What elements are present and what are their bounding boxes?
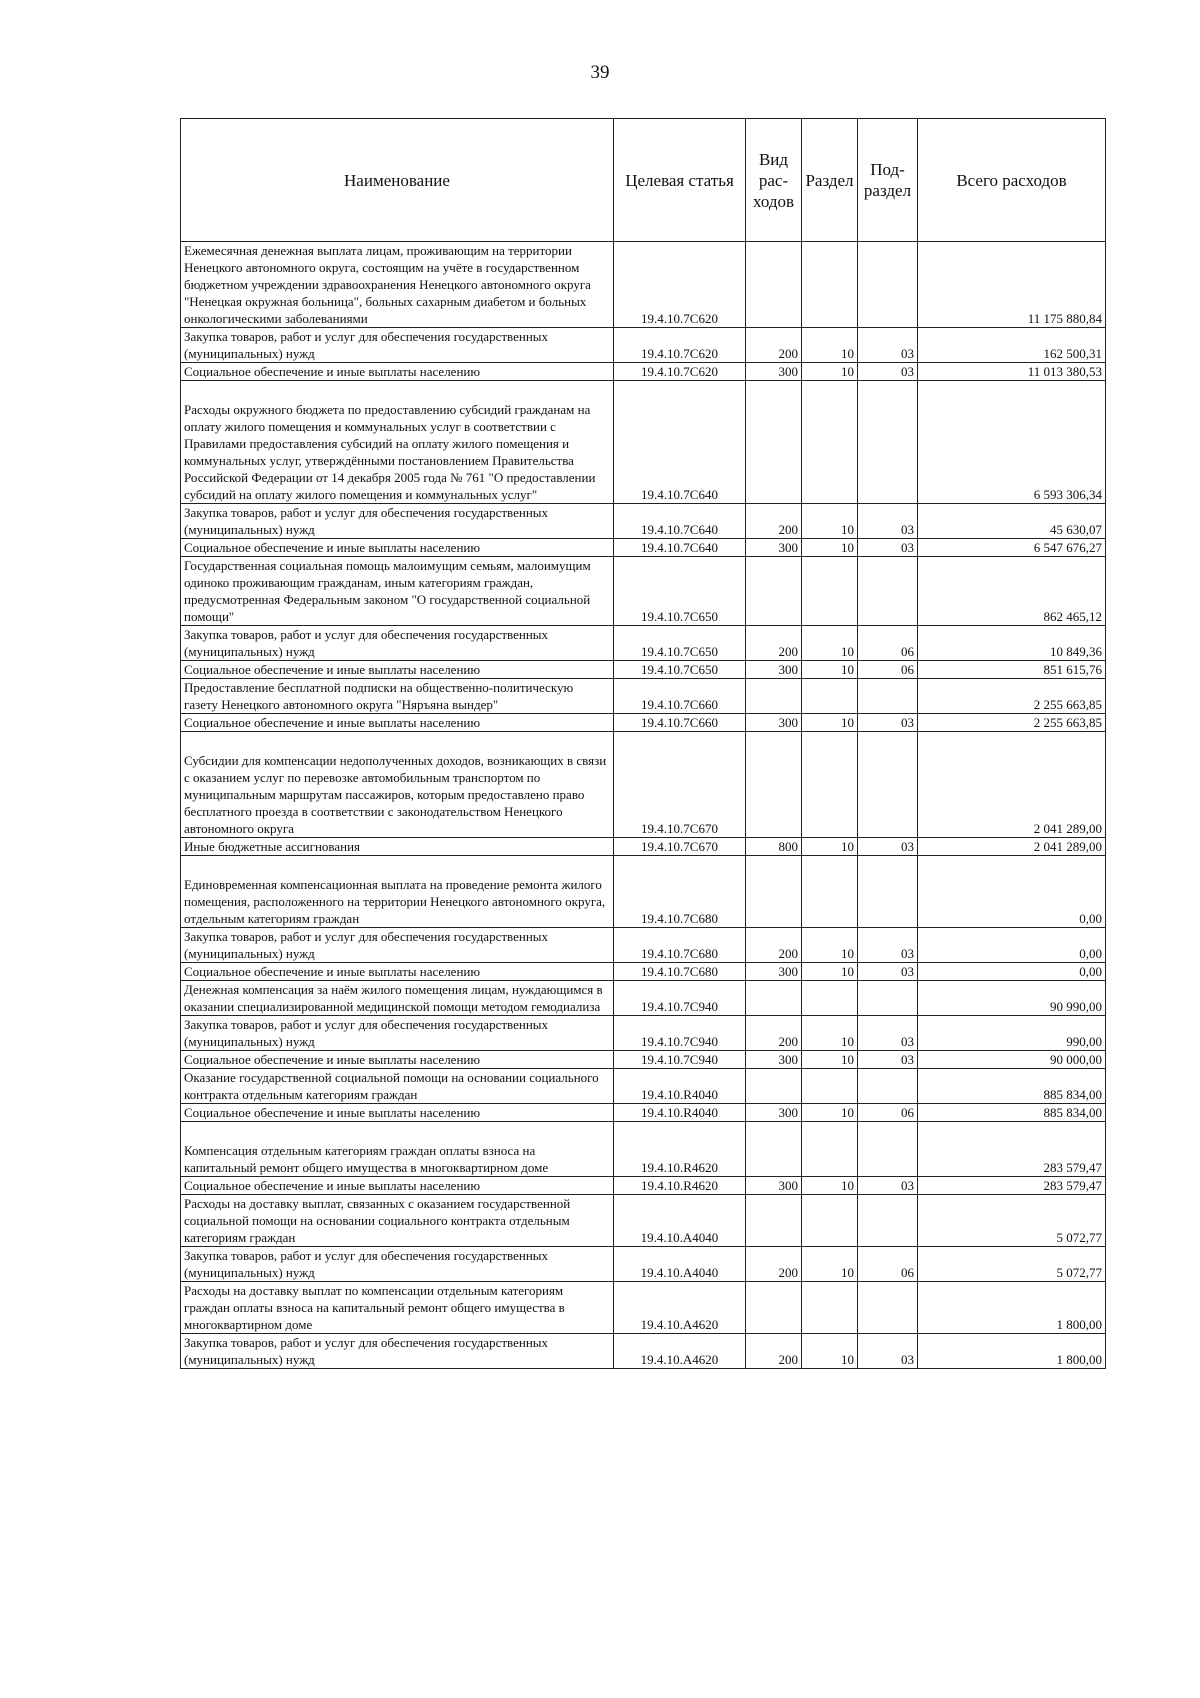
row-subsection-cell: 03	[858, 838, 918, 856]
row-total-cell: 0,00	[918, 963, 1106, 981]
row-section-cell	[802, 981, 858, 1016]
header-total: Всего расходов	[918, 119, 1106, 242]
row-subsection-cell: 03	[858, 363, 918, 381]
row-total-cell: 45 630,07	[918, 504, 1106, 539]
row-subsection-cell: 06	[858, 1247, 918, 1282]
header-expense-type	[746, 119, 802, 242]
row-name-cell: Закупка товаров, работ и услуг для обеспечения государственных (муниципальных) нужд	[181, 1334, 614, 1369]
row-target-article-cell: 19.4.10.A4620	[614, 1334, 746, 1369]
row-name-cell: Денежная компенсация за наём жилого помещения лицам, нуждающимся в оказании специализированной медицинской помощи методом гемодиализа	[181, 981, 614, 1016]
table-row	[181, 928, 1106, 963]
row-subsection-cell: 06	[858, 661, 918, 679]
row-expense-type-cell: 200	[746, 1334, 802, 1369]
row-name-cell: Социальное обеспечение и иные выплаты населению	[181, 1104, 614, 1122]
row-section-cell: 10	[802, 838, 858, 856]
row-total-cell: 885 834,00	[918, 1104, 1106, 1122]
row-name-cell: Закупка товаров, работ и услуг для обеспечения государственных (муниципальных) нужд	[181, 504, 614, 539]
row-section-cell: 10	[802, 963, 858, 981]
row-target-article-cell: 19.4.10.7C670	[614, 838, 746, 856]
row-subsection-cell: 06	[858, 1104, 918, 1122]
row-expense-type-cell: 200	[746, 504, 802, 539]
row-expense-type-cell: 300	[746, 1177, 802, 1195]
table-row	[181, 1247, 1106, 1282]
row-target-article-cell: 19.4.10.7C680	[614, 928, 746, 963]
row-expense-type-cell: 800	[746, 838, 802, 856]
row-total-cell: 885 834,00	[918, 1069, 1106, 1104]
row-expense-type-cell: 200	[746, 1247, 802, 1282]
header-section: Раздел	[802, 119, 858, 242]
row-name-cell: Социальное обеспечение и иные выплаты населению	[181, 1177, 614, 1195]
row-subsection-cell	[858, 1069, 918, 1104]
row-section-cell	[802, 557, 858, 626]
row-section-cell: 10	[802, 1051, 858, 1069]
row-subsection-cell: 03	[858, 963, 918, 981]
table-row	[181, 1122, 1106, 1177]
row-target-article-cell: 19.4.10.7C670	[614, 732, 746, 838]
row-expense-type-cell: 200	[746, 1016, 802, 1051]
row-total-cell: 5 072,77	[918, 1247, 1106, 1282]
row-subsection-cell: 03	[858, 1334, 918, 1369]
row-section-cell	[802, 1069, 858, 1104]
row-name-cell: Закупка товаров, работ и услуг для обеспечения государственных (муниципальных) нужд	[181, 928, 614, 963]
row-section-cell	[802, 381, 858, 504]
row-section-cell: 10	[802, 328, 858, 363]
table-row	[181, 981, 1106, 1016]
row-total-cell: 0,00	[918, 928, 1106, 963]
row-target-article-cell: 19.4.10.R4040	[614, 1069, 746, 1104]
table-row	[181, 661, 1106, 679]
row-section-cell: 10	[802, 714, 858, 732]
row-total-cell: 2 041 289,00	[918, 838, 1106, 856]
row-section-cell: 10	[802, 1334, 858, 1369]
table-row	[181, 679, 1106, 714]
row-name-cell: Социальное обеспечение и иные выплаты населению	[181, 714, 614, 732]
row-target-article-cell: 19.4.10.7C680	[614, 856, 746, 928]
row-target-article-cell: 19.4.10.R4040	[614, 1104, 746, 1122]
table-row	[181, 963, 1106, 981]
row-name-cell: Социальное обеспечение и иные выплаты населению	[181, 1051, 614, 1069]
row-total-cell: 862 465,12	[918, 557, 1106, 626]
row-target-article-cell: 19.4.10.7C660	[614, 714, 746, 732]
row-expense-type-cell	[746, 679, 802, 714]
row-expense-type-cell	[746, 557, 802, 626]
row-expense-type-cell	[746, 1282, 802, 1334]
header-name: Наименование	[181, 119, 614, 242]
row-section-cell: 10	[802, 928, 858, 963]
row-expense-type-cell	[746, 1122, 802, 1177]
row-expense-type-cell	[746, 242, 802, 328]
row-target-article-cell: 19.4.10.7C620	[614, 363, 746, 381]
row-target-article-cell: 19.4.10.7C680	[614, 963, 746, 981]
header-subsection	[858, 119, 918, 242]
row-subsection-cell: 03	[858, 928, 918, 963]
row-section-cell	[802, 732, 858, 838]
row-name-cell: Компенсация отдельным категориям граждан оплаты взноса на капитальный ремонт общего имущества в многоквартирном доме	[181, 1122, 614, 1177]
row-total-cell: 1 800,00	[918, 1282, 1106, 1334]
row-expense-type-cell	[746, 856, 802, 928]
row-total-cell: 2 255 663,85	[918, 714, 1106, 732]
row-total-cell: 851 615,76	[918, 661, 1106, 679]
row-total-cell: 6 547 676,27	[918, 539, 1106, 557]
row-total-cell: 90 000,00	[918, 1051, 1106, 1069]
row-total-cell: 0,00	[918, 856, 1106, 928]
row-total-cell: 283 579,47	[918, 1122, 1106, 1177]
table-row	[181, 242, 1106, 328]
table-row	[181, 504, 1106, 539]
table-row	[181, 1104, 1106, 1122]
row-target-article-cell: 19.4.10.7C640	[614, 539, 746, 557]
row-target-article-cell: 19.4.10.A4040	[614, 1247, 746, 1282]
table-row	[181, 626, 1106, 661]
row-section-cell	[802, 679, 858, 714]
row-total-cell: 5 072,77	[918, 1195, 1106, 1247]
row-target-article-cell: 19.4.10.R4620	[614, 1122, 746, 1177]
row-name-cell: Закупка товаров, работ и услуг для обеспечения государственных (муниципальных) нужд	[181, 328, 614, 363]
row-expense-type-cell	[746, 1195, 802, 1247]
row-subsection-cell	[858, 732, 918, 838]
row-subsection-cell: 03	[858, 1016, 918, 1051]
row-name-cell: Государственная социальная помощь малоимущим семьям, малоимущим одиноко проживающим гражданам, иным категориям граждан, предусмотренная Федеральным законом "О государственной социальной помощи"	[181, 557, 614, 626]
row-expense-type-cell: 300	[746, 714, 802, 732]
table-row	[181, 1051, 1106, 1069]
table-row	[181, 732, 1106, 838]
table-row	[181, 1195, 1106, 1247]
row-section-cell: 10	[802, 1104, 858, 1122]
row-subsection-cell	[858, 242, 918, 328]
row-name-cell: Расходы на доставку выплат по компенсации отдельным категориям граждан оплаты взноса на капитальный ремонт общего имущества в многоквартирном доме	[181, 1282, 614, 1334]
table-row	[181, 381, 1106, 504]
row-subsection-cell	[858, 981, 918, 1016]
row-section-cell: 10	[802, 363, 858, 381]
row-target-article-cell: 19.4.10.7C640	[614, 504, 746, 539]
row-expense-type-cell	[746, 381, 802, 504]
row-section-cell	[802, 1195, 858, 1247]
row-expense-type-cell	[746, 981, 802, 1016]
row-target-article-cell: 19.4.10.A4040	[614, 1195, 746, 1247]
row-name-cell: Оказание государственной социальной помощи на основании социального контракта отдельным категориям граждан	[181, 1069, 614, 1104]
row-subsection-cell: 03	[858, 1177, 918, 1195]
row-section-cell: 10	[802, 504, 858, 539]
row-target-article-cell: 19.4.10.7C940	[614, 981, 746, 1016]
table-header-row	[181, 119, 1106, 242]
row-target-article-cell: 19.4.10.7C650	[614, 557, 746, 626]
row-name-cell: Расходы на доставку выплат, связанных с оказанием государственной социальной помощи на основании социального контракта отдельным категориям граждан	[181, 1195, 614, 1247]
row-total-cell: 11 013 380,53	[918, 363, 1106, 381]
row-target-article-cell: 19.4.10.7C940	[614, 1016, 746, 1051]
row-expense-type-cell: 300	[746, 1051, 802, 1069]
row-name-cell: Закупка товаров, работ и услуг для обеспечения государственных (муниципальных) нужд	[181, 1247, 614, 1282]
row-target-article-cell: 19.4.10.7C640	[614, 381, 746, 504]
page-number: 39	[590, 62, 610, 83]
row-subsection-cell	[858, 1282, 918, 1334]
row-subsection-cell: 06	[858, 626, 918, 661]
row-expense-type-cell	[746, 1069, 802, 1104]
header-expense-type-line-1: Вид	[758, 149, 789, 169]
table-row	[181, 856, 1106, 928]
row-expense-type-cell	[746, 732, 802, 838]
row-section-cell: 10	[802, 539, 858, 557]
table-row	[181, 557, 1106, 626]
table-row	[181, 1282, 1106, 1334]
row-name-cell: Субсидии для компенсации недополученных доходов, возникающих в связи с оказанием услуг по перевозке автомобильным транспортом по муниципальным маршрутам пассажиров, которым предоставлено право бесплатного проезда в соответствии с законодательством Ненецкого автономного округа	[181, 732, 614, 838]
row-total-cell: 283 579,47	[918, 1177, 1106, 1195]
row-expense-type-cell: 300	[746, 539, 802, 557]
budget-table	[180, 118, 1106, 1369]
row-subsection-cell	[858, 679, 918, 714]
row-name-cell: Социальное обеспечение и иные выплаты населению	[181, 539, 614, 557]
row-total-cell: 11 175 880,84	[918, 242, 1106, 328]
table-row	[181, 539, 1106, 557]
row-subsection-cell: 03	[858, 328, 918, 363]
row-subsection-cell	[858, 381, 918, 504]
row-total-cell: 2 255 663,85	[918, 679, 1106, 714]
row-section-cell: 10	[802, 626, 858, 661]
table-row	[181, 1334, 1106, 1369]
row-name-cell: Закупка товаров, работ и услуг для обеспечения государственных (муниципальных) нужд	[181, 626, 614, 661]
row-subsection-cell	[858, 856, 918, 928]
row-target-article-cell: 19.4.10.A4620	[614, 1282, 746, 1334]
row-total-cell: 2 041 289,00	[918, 732, 1106, 838]
table-row	[181, 1177, 1106, 1195]
table-row	[181, 714, 1106, 732]
row-section-cell	[802, 1282, 858, 1334]
row-section-cell	[802, 242, 858, 328]
row-expense-type-cell: 300	[746, 363, 802, 381]
table-row	[181, 838, 1106, 856]
row-section-cell: 10	[802, 1247, 858, 1282]
table-row	[181, 363, 1106, 381]
row-total-cell: 10 849,36	[918, 626, 1106, 661]
row-total-cell: 990,00	[918, 1016, 1106, 1051]
row-section-cell	[802, 1122, 858, 1177]
row-subsection-cell: 03	[858, 714, 918, 732]
row-total-cell: 90 990,00	[918, 981, 1106, 1016]
row-subsection-cell: 03	[858, 1051, 918, 1069]
row-section-cell: 10	[802, 1177, 858, 1195]
row-subsection-cell	[858, 1122, 918, 1177]
row-section-cell	[802, 856, 858, 928]
row-expense-type-cell: 300	[746, 661, 802, 679]
row-target-article-cell: 19.4.10.7C660	[614, 679, 746, 714]
row-name-cell: Иные бюджетные ассигнования	[181, 838, 614, 856]
row-target-article-cell: 19.4.10.7C650	[614, 626, 746, 661]
row-name-cell: Единовременная компенсационная выплата на проведение ремонта жилого помещения, расположенного на территории Ненецкого автономного округа, отдельным категориям граждан	[181, 856, 614, 928]
row-expense-type-cell: 200	[746, 328, 802, 363]
header-subsection-line-1: Под-	[870, 160, 905, 179]
row-expense-type-cell: 200	[746, 928, 802, 963]
row-name-cell: Ежемесячная денежная выплата лицам, проживающим на территории Ненецкого автономного округа, состоящим на учёте в государственном бюджетном учреждении здравоохранения Ненецкого автономного округа "Ненецкая окружная больница", больных сахарным диабетом и больных онкологическими заболеваниями	[181, 242, 614, 328]
row-expense-type-cell: 300	[746, 963, 802, 981]
row-target-article-cell: 19.4.10.7C620	[614, 328, 746, 363]
row-name-cell: Социальное обеспечение и иные выплаты населению	[181, 363, 614, 381]
table-body	[181, 242, 1106, 1369]
table-row	[181, 1069, 1106, 1104]
table-row	[181, 328, 1106, 363]
row-target-article-cell: 19.4.10.7C650	[614, 661, 746, 679]
row-name-cell: Закупка товаров, работ и услуг для обеспечения государственных (муниципальных) нужд	[181, 1016, 614, 1051]
row-subsection-cell	[858, 1195, 918, 1247]
row-section-cell: 10	[802, 661, 858, 679]
row-expense-type-cell: 200	[746, 626, 802, 661]
table-row	[181, 1016, 1106, 1051]
row-section-cell: 10	[802, 1016, 858, 1051]
row-name-cell: Социальное обеспечение и иные выплаты населению	[181, 661, 614, 679]
header-expense-type-line-2: рас-	[758, 170, 789, 190]
row-total-cell: 1 800,00	[918, 1334, 1106, 1369]
row-subsection-cell: 03	[858, 539, 918, 557]
row-name-cell: Социальное обеспечение и иные выплаты населению	[181, 963, 614, 981]
row-total-cell: 6 593 306,34	[918, 381, 1106, 504]
row-name-cell: Расходы окружного бюджета по предоставлению субсидий гражданам на оплату жилого помещения и коммунальных услуг в соответствии с Правилами предоставления субсидий на оплату жилого помещения и коммунальных услуг, утверждёнными постановлением Правительства Российской Федерации от 14 декабря 2005 года № 761 "О предоставлении субсидий на оплату жилого помещения и коммунальных услуг"	[181, 381, 614, 504]
row-target-article-cell: 19.4.10.7C620	[614, 242, 746, 328]
row-total-cell: 162 500,31	[918, 328, 1106, 363]
header-expense-type-line-3: ходов	[752, 191, 795, 211]
header-subsection-line-2: раздел	[863, 181, 912, 200]
row-name-cell: Предоставление бесплатной подписки на общественно-политическую газету Ненецкого автономного округа "Няръяна вындер"	[181, 679, 614, 714]
row-target-article-cell: 19.4.10.7C940	[614, 1051, 746, 1069]
row-target-article-cell: 19.4.10.R4620	[614, 1177, 746, 1195]
header-target-article: Целевая статья	[614, 119, 746, 242]
row-expense-type-cell: 300	[746, 1104, 802, 1122]
row-subsection-cell	[858, 557, 918, 626]
row-subsection-cell: 03	[858, 504, 918, 539]
